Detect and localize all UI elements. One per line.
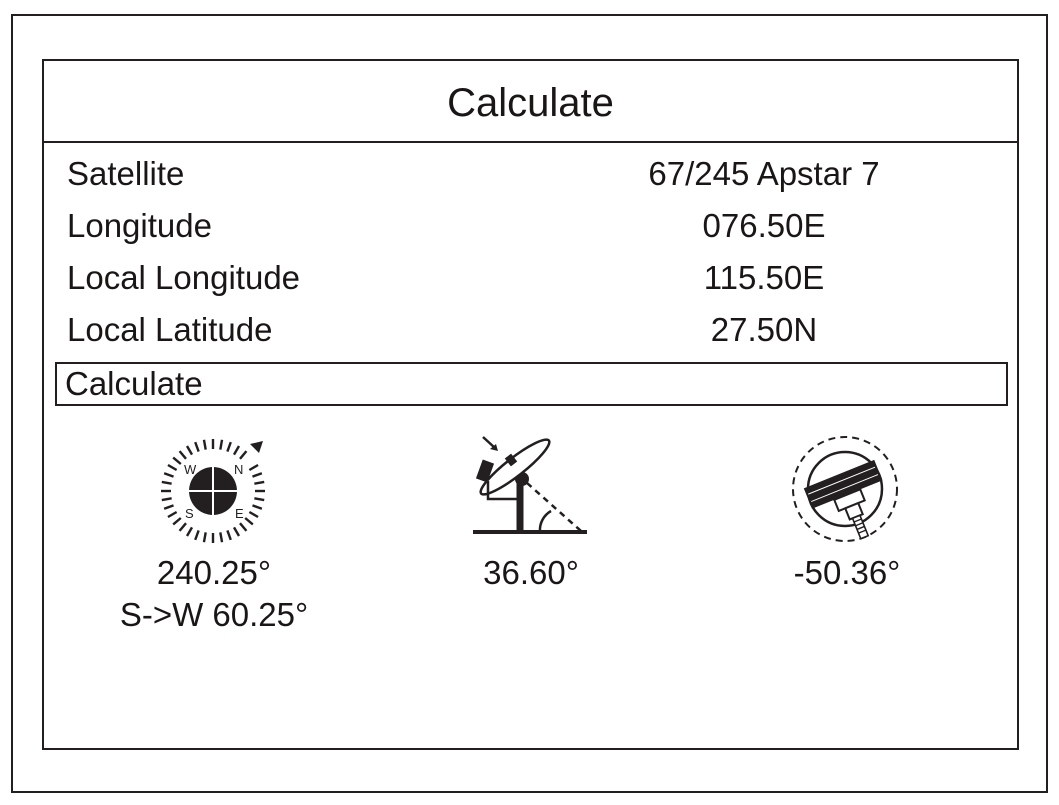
field-row-local-longitude[interactable] [44, 252, 1017, 304]
svg-text:W: W [184, 462, 197, 477]
svg-text:E: E [235, 506, 244, 521]
field-row-longitude[interactable] [44, 200, 1017, 252]
azimuth-result [84, 552, 344, 636]
field-label: Satellite [67, 155, 185, 192]
compass-icon [153, 431, 273, 551]
field-row-satellite[interactable] [44, 148, 1017, 200]
svg-text:N: N [234, 462, 244, 477]
lnb-skew-result [717, 552, 977, 594]
field-value: 076.50E [702, 207, 826, 244]
lnb-skew-icon [785, 431, 905, 551]
field-label: Local Longitude [67, 259, 301, 296]
field-row-local-latitude[interactable] [44, 304, 1017, 356]
field-value: 67/245 Apstar 7 [648, 155, 880, 192]
field-value: 27.50N [710, 311, 818, 348]
panel-header [44, 61, 1017, 143]
page-title: Calculate [447, 81, 614, 125]
field-label: Local Latitude [67, 311, 273, 348]
elevation-result [401, 552, 661, 594]
svg-text:S: S [185, 506, 194, 521]
calculate-button[interactable]: Calculate [55, 362, 1008, 406]
dish-elevation-icon [471, 431, 591, 541]
calculate-panel [42, 59, 1019, 750]
field-value: 115.50E [703, 259, 825, 296]
elevation-value: 36.60° [483, 554, 579, 591]
field-label: Longitude [67, 207, 212, 244]
lnb-skew-value: -50.36° [793, 554, 901, 591]
azimuth-value: 240.25° [156, 554, 272, 591]
azimuth-detail: S->W 60.25° [119, 596, 309, 633]
